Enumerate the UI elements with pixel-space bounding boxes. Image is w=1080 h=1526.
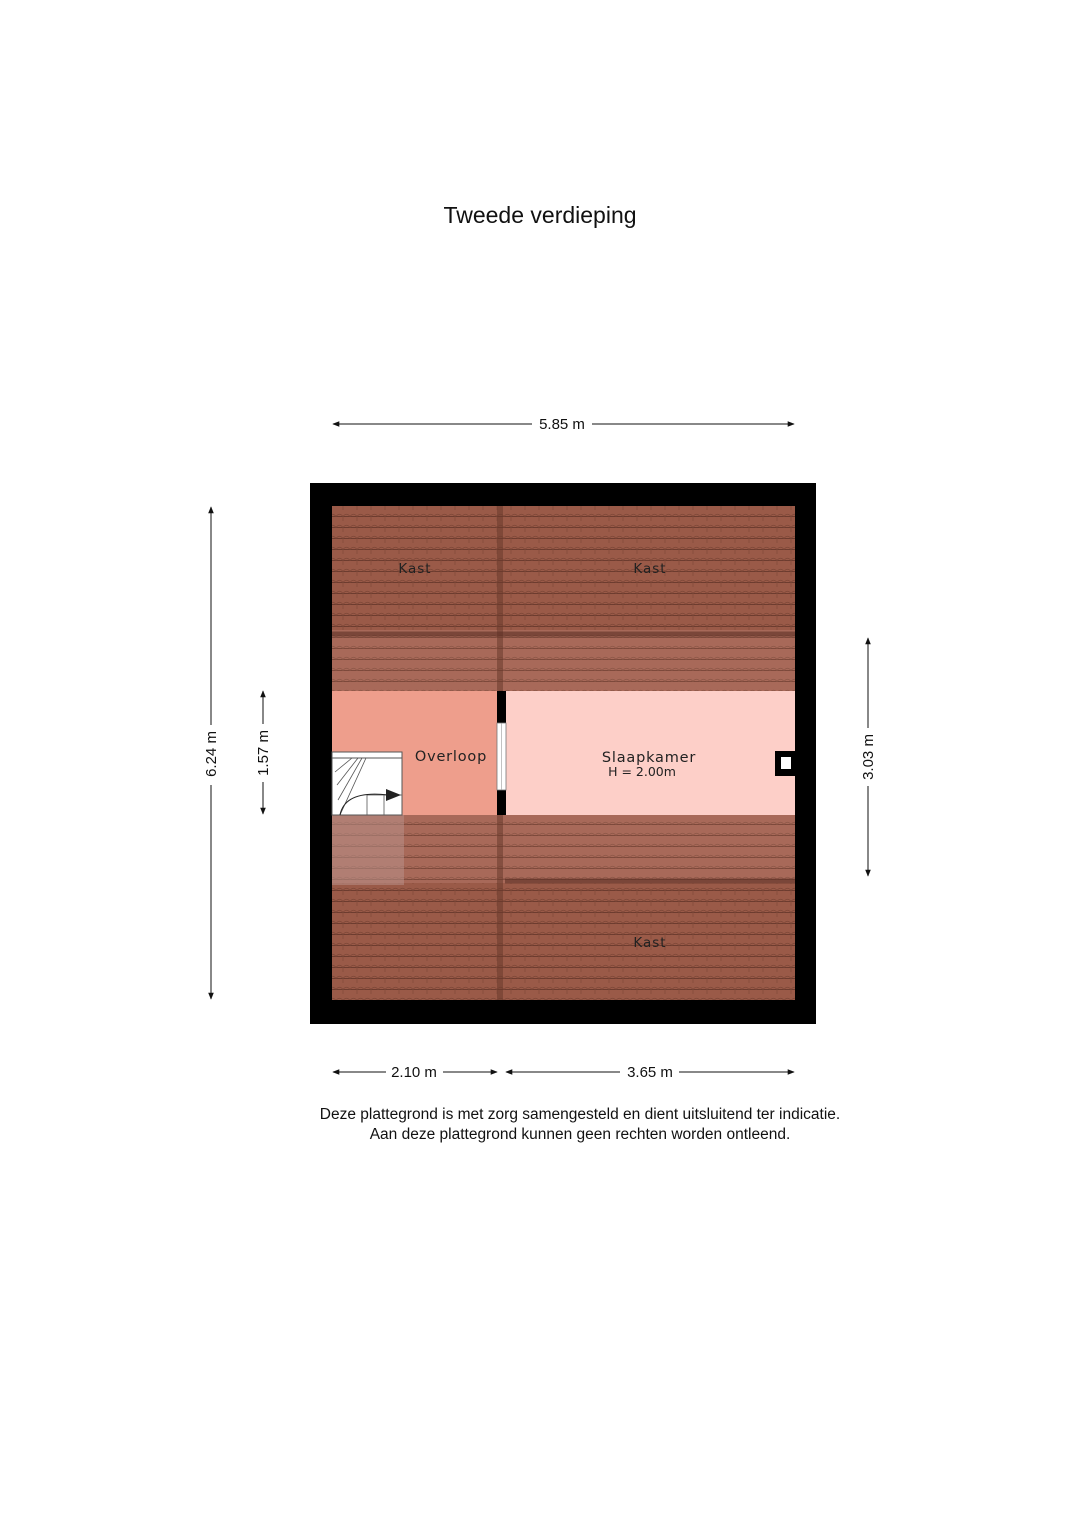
disclaimer-line-2: Aan deze plattegrond kunnen geen rechten worden ontleend. (369, 1126, 791, 1143)
disclaimer (240, 1105, 920, 1145)
dimension-slaapkamer-width (506, 1064, 794, 1081)
dimension-total-width (333, 416, 794, 433)
dimension-label-total-depth: 6.24 m (203, 731, 220, 777)
staircase (332, 752, 402, 815)
stair-shadow (332, 815, 404, 885)
room-label-kast-bottom: Kast (633, 935, 667, 951)
dimension-total-depth (203, 507, 220, 999)
dimension-overloop-width (333, 1064, 497, 1081)
room-height-slaapkamer: H = 2.00m (608, 764, 676, 779)
dimension-label-overloop-width: 2.10 m (391, 1064, 437, 1081)
dimension-label-total-width: 5.85 m (539, 416, 585, 433)
interior-wall-bottom (497, 790, 506, 815)
room-label-slaapkamer: Slaapkamer (601, 750, 697, 766)
interior-wall-top (497, 691, 506, 723)
chimney-shaft-inner (781, 757, 791, 769)
dimension-label-overloop-depth: 1.57 m (255, 730, 272, 776)
disclaimer-line-1: Deze plattegrond is met zorg samengesteld en dient uitsluitend ter indicatie. (319, 1106, 841, 1123)
page-title: Tweede verdieping (443, 202, 637, 228)
room-label-kast-top-left: Kast (398, 561, 432, 577)
dimension-overloop-depth (255, 691, 272, 814)
room-label-overloop: Overloop (414, 749, 488, 765)
dimension-slaapkamer-depth (860, 638, 877, 876)
dimension-label-slaapkamer-depth: 3.03 m (860, 734, 877, 780)
sloped-roof-top (332, 630, 795, 691)
room-label-kast-top-right: Kast (633, 561, 667, 577)
dimension-label-slaapkamer-width: 3.65 m (627, 1064, 673, 1081)
